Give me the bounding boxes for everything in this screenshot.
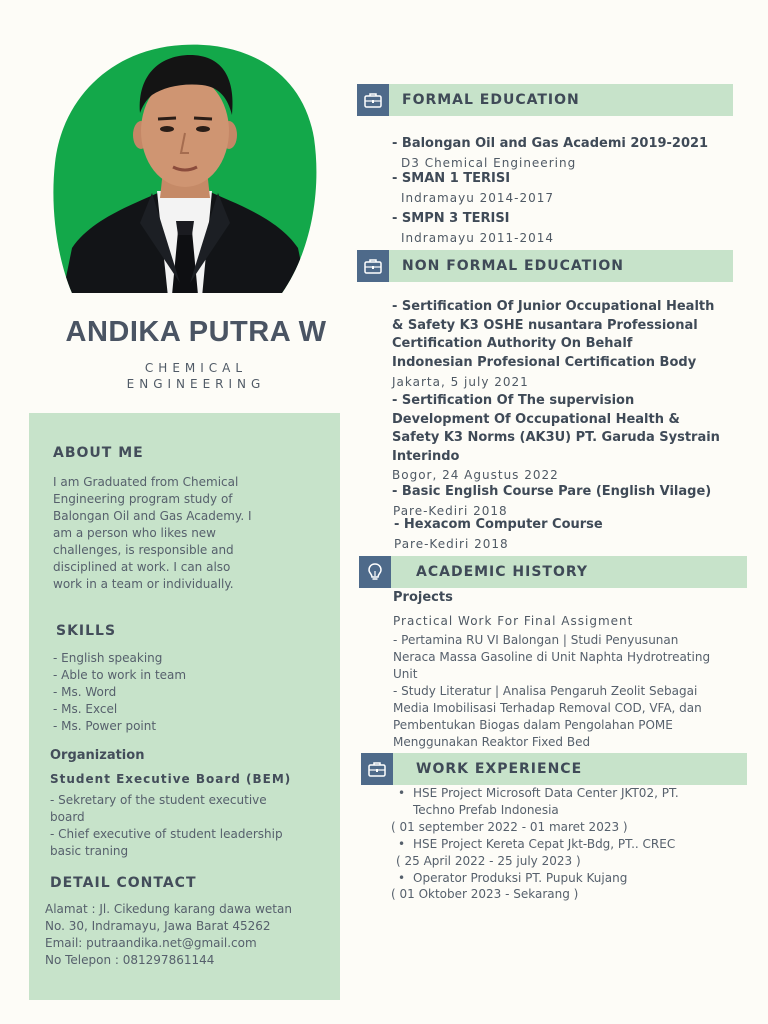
non-formal-education-heading: NON FORMAL EDUCATION — [402, 258, 624, 274]
job-title-line-1: CHEMICAL — [144, 361, 248, 375]
project-line: Pembentukan Biogas dalam Pengolahan POME — [393, 718, 673, 732]
about-line: disciplined at work. I can also — [53, 560, 231, 574]
formal-edu-2-sub: Indramayu 2014-2017 — [401, 191, 555, 205]
contact-details — [45, 901, 337, 969]
briefcase-icon — [357, 250, 389, 282]
academic-history-header — [359, 556, 747, 588]
project-line: Neraca Massa Gasoline di Unit Naphta Hydrotreating — [393, 650, 711, 664]
work-experience-heading: WORK EXPERIENCE — [416, 761, 583, 777]
certification-1 — [392, 298, 762, 372]
about-line: challenges, is responsible and — [53, 543, 234, 557]
certification-1-line: Indonesian Profesional Certification Body — [392, 354, 697, 370]
organization-role-line: board — [50, 810, 85, 824]
contact-phone: No Telepon : 081297861144 — [45, 953, 215, 967]
job-title — [96, 360, 296, 392]
job-3-line: Operator Produksi PT. Pupuk Kujang — [413, 871, 628, 885]
contact-email: Email: putraandika.net@gmail.com — [45, 936, 257, 950]
about-line: Balongan Oil and Gas Academy. I — [53, 509, 252, 523]
organization-heading: Organization — [50, 748, 145, 763]
organization-role-line: basic traning — [50, 844, 129, 858]
certification-2 — [392, 392, 762, 466]
job-2-line: HSE Project Kereta Cepat Jkt-Bdg, PT.. CREC — [413, 837, 676, 851]
certification-2-line: Interindo — [392, 448, 460, 464]
formal-edu-3-title: - SMPN 3 TERISI — [392, 211, 510, 226]
contact-address-line: No. 30, Indramayu, Jawa Barat 45262 — [45, 919, 271, 933]
about-me-heading: ABOUT ME — [53, 445, 144, 461]
skill-item: - Ms. Power point — [53, 719, 157, 733]
certification-2-line: - Sertification Of The supervision — [392, 393, 635, 408]
certification-4-title: - Hexacom Computer Course — [394, 517, 603, 532]
projects-heading: Projects — [393, 590, 453, 605]
work-experience-job-1 — [413, 785, 753, 819]
certification-3-title: - Basic English Course Pare (English Vilage) — [392, 484, 712, 499]
briefcase-icon — [361, 753, 393, 785]
formal-education-header — [357, 84, 733, 116]
project-line: - Pertamina RU VI Balongan | Studi Penyusunan — [393, 633, 679, 647]
non-formal-education-header — [357, 250, 733, 282]
organization-role-line: - Sekretary of the student executive — [50, 793, 267, 807]
formal-edu-2-title: - SMAN 1 TERISI — [392, 171, 511, 186]
skill-item: - Ms. Excel — [53, 702, 118, 716]
formal-education-heading: FORMAL EDUCATION — [402, 92, 580, 108]
certification-4-sub: Pare-Kediri 2018 — [394, 537, 509, 551]
job-1-period: ( 01 september 2022 - 01 maret 2023 ) — [391, 820, 628, 834]
job-3-period: ( 01 Oktober 2023 - Sekarang ) — [391, 887, 579, 901]
about-me-text — [53, 474, 333, 593]
job-1-line: HSE Project Microsoft Data Center JKT02, PT. — [413, 786, 679, 800]
about-line: Engineering program study of — [53, 492, 233, 506]
formal-edu-1-title: - Balongan Oil and Gas Academi 2019-2021 — [392, 136, 709, 151]
skills-list — [53, 650, 333, 735]
full-name: ANDIKA PUTRA W — [65, 316, 327, 348]
skill-item: - Ms. Word — [53, 685, 117, 699]
organization-name: Student Executive Board (BEM) — [50, 772, 292, 786]
project-line: Menggunakan Reaktor Fixed Bed — [393, 735, 591, 749]
bullet-icon: • — [398, 786, 406, 800]
formal-edu-3-sub: Indramayu 2011-2014 — [401, 231, 555, 245]
skill-item: - English speaking — [53, 651, 163, 665]
contact-address-line: Alamat : Jl. Cikedung karang dawa wetan — [45, 902, 292, 916]
project-line: Unit — [393, 667, 418, 681]
certification-1-line: Certification Authority On Behalf — [392, 336, 633, 351]
lightbulb-icon — [359, 556, 391, 588]
skill-item: - Able to work in team — [53, 668, 187, 682]
project-title: Practical Work For Final Assigment — [393, 614, 634, 628]
job-title-line-2: ENGINEERING — [126, 377, 266, 391]
certification-1-place-date: Jakarta, 5 july 2021 — [392, 375, 529, 389]
formal-edu-1-sub: D3 Chemical Engineering — [401, 156, 577, 170]
skills-heading: SKILLS — [56, 623, 117, 639]
briefcase-icon — [357, 84, 389, 116]
certification-3-sub: Pare-Kediri 2018 — [393, 504, 508, 518]
profile-photo — [52, 43, 318, 297]
project-list — [393, 632, 763, 751]
project-line: - Study Literatur | Analisa Pengaruh Zeolit Sebagai — [393, 684, 698, 698]
job-2-period: ( 25 April 2022 - 25 july 2023 ) — [396, 854, 581, 868]
certification-2-line: Development Of Occupational Health & — [392, 411, 680, 427]
organization-roles — [50, 792, 335, 860]
about-line: am a person who likes new — [53, 526, 216, 540]
about-line: work in a team or individually. — [53, 577, 234, 591]
project-line: Media Imobilisasi Terhadap Removal COD, VFA, dan — [393, 701, 702, 715]
work-experience-header — [361, 753, 747, 785]
bullet-icon: • — [398, 871, 406, 885]
certification-2-line: Safety K3 Norms (AK3U) PT. Garuda Systrain — [392, 430, 720, 445]
academic-history-heading: ACADEMIC HISTORY — [416, 564, 589, 580]
detail-contact-heading: DETAIL CONTACT — [50, 875, 197, 891]
organization-role-line: - Chief executive of student leadership — [50, 827, 283, 841]
certification-2-place-date: Bogor, 24 Agustus 2022 — [392, 468, 559, 482]
certification-1-line: - Sertification Of Junior Occupational Health — [392, 299, 715, 314]
bullet-icon: • — [398, 837, 406, 851]
about-line: I am Graduated from Chemical — [53, 475, 239, 489]
certification-1-line: & Safety K3 OSHE nusantara Professional — [392, 317, 698, 333]
job-1-line: Techno Prefab Indonesia — [413, 803, 559, 817]
